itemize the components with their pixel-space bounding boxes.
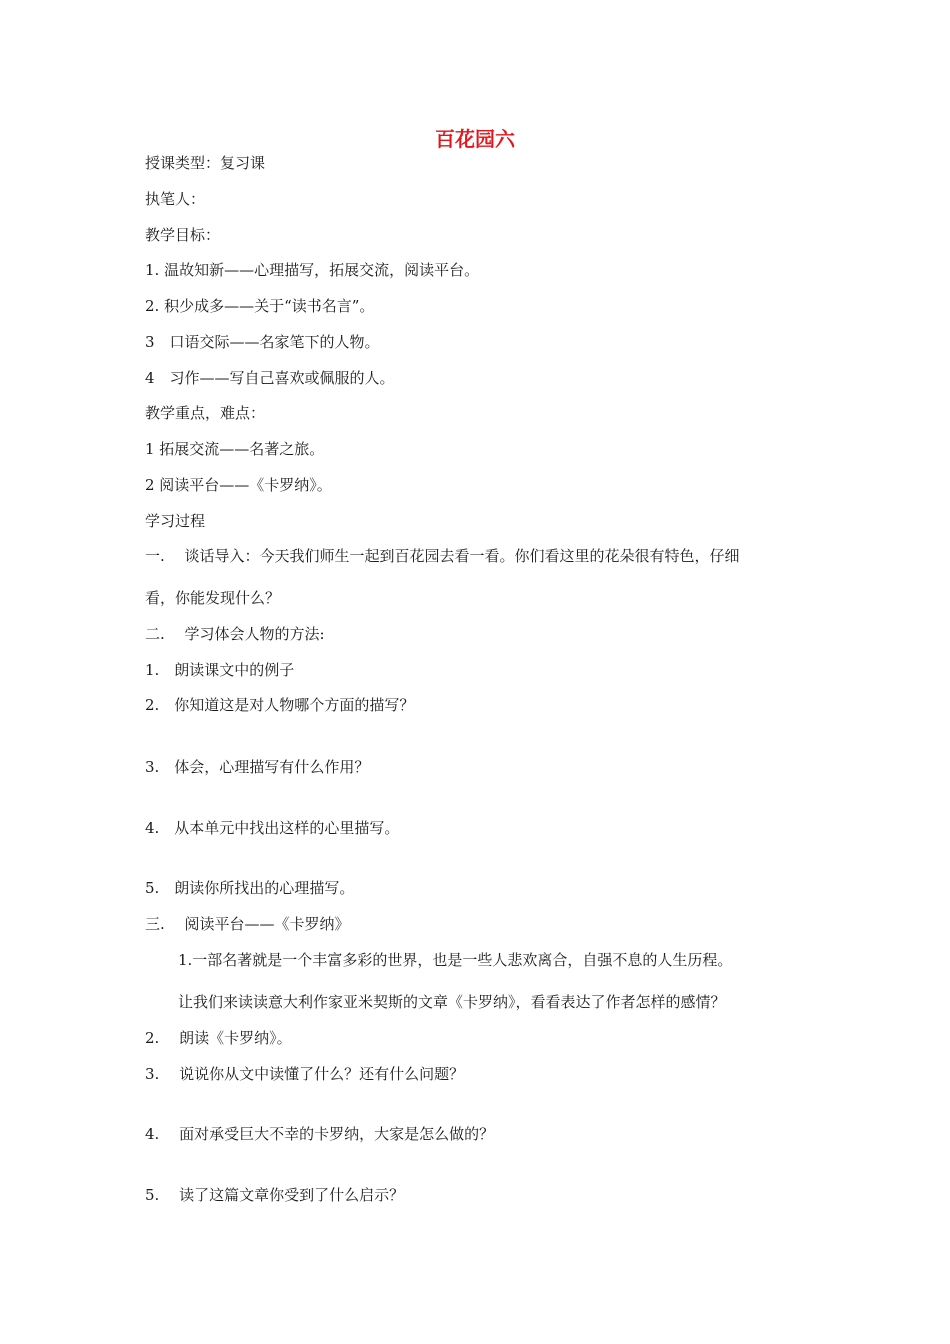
keypoints-heading: 教学重点，难点： [145,404,266,422]
section2-item: 4. 从本单元中找出这样的心里描写。 [145,819,400,837]
section2-item: 2. 你知道这是对人物哪个方面的描写？ [145,696,415,714]
section2-item: 1. 朗读课文中的例子 [145,661,295,679]
section3-item: 4. 面对承受巨大不幸的卡罗纳，大家是怎么做的？ [145,1125,495,1143]
section2-heading: 二. 学习体会人物的方法: [145,625,325,643]
goal-item: 4 习作——写自己喜欢或佩服的人。 [145,369,395,387]
goal-item: 2. 积少成多——关于“读书名言”。 [145,297,375,315]
section3-paragraph-cont: 让我们来读读意大利作家亚米契斯的文章《卡罗纳》，看看表达了作者怎样的感情？ [178,993,726,1011]
section3-paragraph: 1.一部名著就是一个丰富多彩的世界，也是一些人悲欢离合，自强不息的人生历程。 [178,951,733,969]
author-line: 执笔人： [145,190,206,208]
document-title: 百花园六 [435,127,515,151]
process-heading: 学习过程 [145,512,206,530]
section3-item: 5. 读了这篇文章你受到了什么启示？ [145,1186,405,1204]
section3-item: 2. 朗读《卡罗纳》。 [145,1029,292,1047]
section2-item: 3. 体会，心理描写有什么作用？ [145,758,370,776]
section1-text-cont: 看，你能发现什么？ [145,589,281,607]
keypoint-item: 1 拓展交流——名著之旅。 [145,440,325,458]
section3-item: 3. 说说你从文中读懂了什么？还有什么问题？ [145,1065,465,1083]
lesson-type: 授课类型：复习课 [145,154,266,172]
section1-text: 一. 谈话导入：今天我们师生一起到百花园去看一看。你们看这里的花朵很有特色，仔细 [145,547,740,565]
keypoint-item: 2 阅读平台——《卡罗纳》。 [145,476,332,494]
section3-heading: 三. 阅读平台——《卡罗纳》 [145,915,350,933]
goal-item: 1. 温故知新——心理描写，拓展交流，阅读平台。 [145,261,480,279]
goals-heading: 教学目标： [145,226,221,244]
goal-item: 3 口语交际——名家笔下的人物。 [145,333,380,351]
section2-item: 5. 朗读你所找出的心理描写。 [145,879,355,897]
